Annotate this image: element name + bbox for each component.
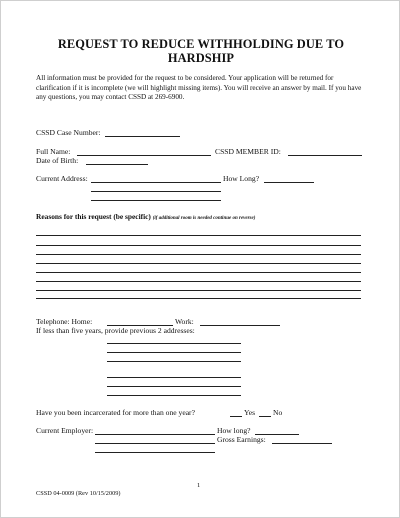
employer-label: Current Employer: — [36, 426, 94, 435]
reasons-line-4[interactable] — [36, 263, 361, 264]
previous-address-1-line-2[interactable] — [107, 352, 241, 353]
reasons-heading — [36, 212, 255, 221]
telephone-home-label: Telephone: Home: — [36, 317, 93, 326]
form-title: REQUEST TO REDUCE WITHHOLDING DUE TO HARDSHIP — [57, 37, 345, 65]
reasons-line-8[interactable] — [36, 298, 361, 299]
full-name-field[interactable] — [77, 155, 211, 156]
dob-field[interactable] — [86, 164, 148, 165]
employer-field-2[interactable] — [95, 443, 215, 444]
previous-address-2-line-2[interactable] — [107, 386, 241, 387]
previous-address-1-line-1[interactable] — [107, 343, 241, 344]
current-address-field-1[interactable] — [91, 182, 221, 183]
work-phone-field[interactable] — [200, 325, 280, 326]
intro-paragraph: All information must be provided for the request to be considered. Your application will be returned for clarification if it is incomplete (we will highlight missing items). You will receive an answer by mail. If you have any questions, you may contact CSSD at 269-6900. — [36, 74, 362, 102]
employer-field-1[interactable] — [95, 434, 215, 435]
case-number-field[interactable] — [105, 136, 180, 137]
reasons-label: Reasons for this request (be specific) — [36, 212, 151, 221]
how-long-employer-label: How long? — [217, 426, 251, 435]
no-label: No — [273, 408, 283, 417]
case-number-label: CSSD Case Number: — [36, 128, 101, 137]
current-address-label: Current Address: — [36, 174, 88, 183]
incarcerated-no-blank[interactable] — [259, 416, 271, 417]
gross-earnings-label: Gross Earnings: — [217, 435, 266, 444]
reasons-note: (if additional room is needed continue on reverse) — [152, 216, 256, 221]
work-label: Work: — [175, 317, 194, 326]
member-id-label: CSSD MEMBER ID: — [215, 147, 281, 156]
incarcerated-label: Have you been incarcerated for more than one year? — [36, 408, 195, 417]
member-id-field[interactable] — [288, 155, 362, 156]
current-address-field-3[interactable] — [91, 200, 221, 201]
reasons-line-2[interactable] — [36, 245, 361, 246]
current-address-field-2[interactable] — [91, 191, 221, 192]
yes-label: Yes — [244, 408, 256, 417]
reasons-line-3[interactable] — [36, 254, 361, 255]
full-name-label: Full Name: — [36, 147, 71, 156]
form-footer: CSSD 04-0009 (Rev 10/15/2009) — [36, 490, 121, 497]
gross-earnings-field[interactable] — [272, 443, 332, 444]
reasons-line-1[interactable] — [36, 235, 361, 236]
reasons-line-7[interactable] — [36, 290, 361, 291]
previous-addresses-label: If less than five years, provide previous 2 addresses: — [36, 326, 195, 335]
how-long-label: How Long? — [223, 174, 260, 183]
previous-address-2-line-1[interactable] — [107, 377, 241, 378]
previous-address-1-line-3[interactable] — [107, 361, 241, 362]
reasons-line-5[interactable] — [36, 272, 361, 273]
previous-address-2-line-3[interactable] — [107, 395, 241, 396]
page-number: 1 — [197, 482, 201, 489]
how-long-field[interactable] — [264, 182, 314, 183]
incarcerated-yes-blank[interactable] — [230, 416, 242, 417]
dob-label: Date of Birth: — [36, 156, 79, 165]
employer-field-3[interactable] — [95, 452, 215, 453]
reasons-line-6[interactable] — [36, 281, 361, 282]
